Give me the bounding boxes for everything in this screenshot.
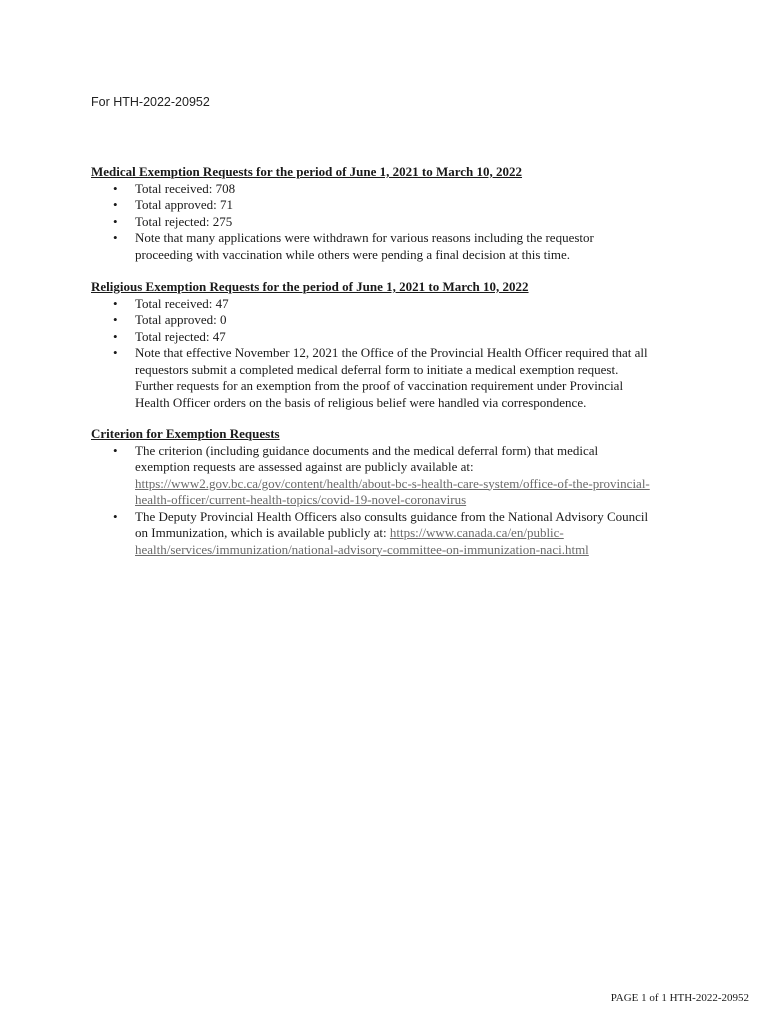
list-item xyxy=(91,197,651,214)
list-item xyxy=(91,329,651,346)
bullet-icon: • xyxy=(113,345,118,360)
list-item xyxy=(91,443,651,509)
list-item xyxy=(91,312,651,329)
medical-note: Note that many applications were withdrawn for various reasons including the requestor proceeding with vaccination while others were pending a final decision at this time. xyxy=(135,230,594,262)
criterion-list xyxy=(91,443,651,559)
criterion-text: The criterion (including guidance documents and the medical deferral form) that medical exemption requests are assessed against are publicly available at: xyxy=(135,442,599,474)
bullet-icon: • xyxy=(113,328,118,344)
bullet-icon: • xyxy=(113,230,118,245)
religious-total-received: Total received: 47 xyxy=(135,295,229,311)
bullet-icon: • xyxy=(113,180,118,196)
bullet-icon: • xyxy=(113,312,118,327)
religious-exemption-list xyxy=(91,296,651,412)
criterion-heading: Criterion for Exemption Requests xyxy=(91,426,280,441)
list-item xyxy=(91,181,651,198)
list-item xyxy=(91,509,651,559)
religious-total-approved: Total approved: 0 xyxy=(135,312,227,327)
medical-exemption-list xyxy=(91,181,651,264)
medical-total-received: Total received: 708 xyxy=(135,180,236,196)
naci-link[interactable]: https://www.canada.ca/en/public-health/services/immunization/national-advisory-committee-on-immunization-naci.html xyxy=(135,525,589,557)
document-reference: For HTH-2022-20952 xyxy=(91,95,210,109)
bullet-icon: • xyxy=(113,197,118,212)
criterion-section xyxy=(91,426,651,558)
list-item xyxy=(91,296,651,313)
religious-exemption-section xyxy=(91,279,651,411)
medical-total-approved: Total approved: 71 xyxy=(135,197,234,212)
religious-total-rejected: Total rejected: 47 xyxy=(135,328,226,344)
medical-exemption-section xyxy=(91,164,651,263)
bullet-icon: • xyxy=(113,442,118,458)
religious-note: Note that effective November 12, 2021 the Office of the Provincial Health Officer required that all requestors submit a completed medical deferral form to initiate a medical exemption request. Further requests for an exemption from the proof of vaccination requirement under Provincial Health Officer orders on the basis of religious belief were handled via correspondence. xyxy=(135,345,648,410)
bullet-icon: • xyxy=(113,213,118,229)
list-item xyxy=(91,345,651,411)
list-item xyxy=(91,214,651,231)
medical-total-rejected: Total rejected: 275 xyxy=(135,213,233,229)
bullet-icon: • xyxy=(113,508,118,524)
page-footer: PAGE 1 of 1 HTH-2022-20952 xyxy=(610,992,749,1004)
bullet-icon: • xyxy=(113,295,118,311)
religious-exemption-heading: Religious Exemption Requests for the period of June 1, 2021 to March 10, 2022 xyxy=(91,279,529,294)
naci-text: The Deputy Provincial Health Officers also consults guidance from the National Advisory Council on Immunization, which is available publicly at: xyxy=(135,508,649,540)
bc-gov-health-link[interactable]: https://www2.gov.bc.ca/gov/content/health/about-bc-s-health-care-system/office-of-the-provincial-health-officer/current-health-topics/covid-19-novel-coronavirus xyxy=(135,475,650,507)
list-item xyxy=(91,230,651,263)
medical-exemption-heading: Medical Exemption Requests for the period of June 1, 2021 to March 10, 2022 xyxy=(91,164,523,179)
